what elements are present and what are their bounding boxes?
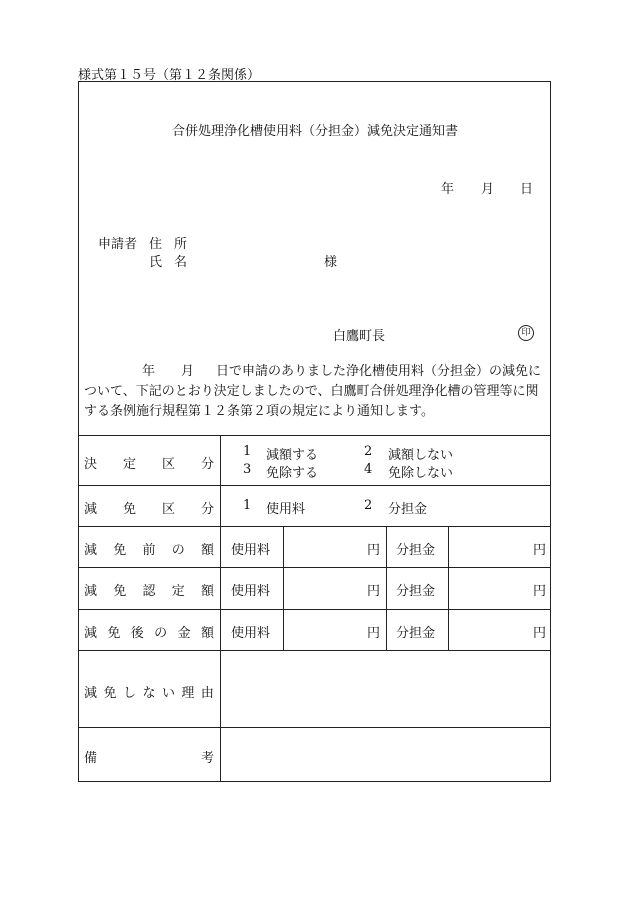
- address-label: 住 所: [149, 237, 187, 252]
- share-label: 分担金: [396, 543, 436, 558]
- amount-column-divider: [283, 526, 284, 650]
- decision-option-num: 4: [364, 462, 373, 477]
- fee-label: 使用料: [231, 543, 271, 558]
- category-option-num: 2: [364, 498, 373, 513]
- decision-option-text: 減額する: [266, 448, 319, 463]
- issuer-name: 白鷹町長: [333, 329, 386, 344]
- yen-unit: 円: [533, 543, 547, 558]
- row-divider: [78, 485, 551, 486]
- date-year: 年: [441, 182, 455, 197]
- decision-option-text: 減額しない: [388, 448, 454, 463]
- row-divider: [78, 526, 551, 527]
- decision-option-num: 2: [364, 444, 373, 459]
- yen-unit: 円: [367, 626, 381, 641]
- amount-column-divider: [386, 526, 387, 650]
- category-option-text: 使用料: [266, 502, 306, 517]
- category-label: 減 免 区 分: [84, 502, 214, 517]
- category-option-num: 1: [243, 498, 252, 513]
- yen-unit: 円: [367, 543, 381, 558]
- reason-label: 減 免 し な い 理 由: [84, 686, 214, 701]
- share-label: 分担金: [396, 626, 436, 641]
- row-divider: [78, 650, 551, 651]
- approved-label: 減 免 認 定 額: [84, 584, 214, 599]
- decision-label: 決 定 区 分: [84, 457, 214, 472]
- label-column-divider: [220, 435, 221, 782]
- applicant-label: 申請者: [98, 237, 138, 252]
- share-label: 分担金: [396, 584, 436, 599]
- date-month: 月: [481, 182, 495, 197]
- row-divider: [78, 609, 551, 610]
- notice-body: 年 月 日で申請のありました浄化槽使用料（分担金）の減免について、下記のとおり決定しましたので、白鷹町合併処理浄化槽の管理等に関する条例施行規程第１２条第２項の規定により通知します。: [84, 364, 542, 419]
- name-label: 氏 名: [149, 255, 187, 270]
- form-number: 様式第１５号（第１２条関係）: [78, 68, 261, 83]
- row-divider: [78, 567, 551, 568]
- before-label: 減 免 前 の 額: [84, 543, 214, 558]
- decision-option-num: 3: [243, 462, 252, 477]
- yen-unit: 円: [367, 584, 381, 599]
- row-divider: [78, 727, 551, 728]
- decision-option-text: 免除しない: [388, 466, 454, 481]
- fee-label: 使用料: [231, 626, 271, 641]
- decision-option-text: 免除する: [266, 466, 319, 481]
- after-label: 減 免 後 の 金 額: [84, 626, 214, 641]
- amount-column-divider: [448, 526, 449, 650]
- honorific: 様: [324, 255, 338, 270]
- decision-option-num: 1: [243, 444, 252, 459]
- date-day: 日: [520, 182, 534, 197]
- yen-unit: 円: [533, 626, 547, 641]
- yen-unit: 円: [533, 584, 547, 599]
- seal-mark: 印: [518, 325, 534, 341]
- form-title: 合併処理浄化槽使用料（分担金）減免決定通知書: [171, 124, 458, 139]
- remarks-label: 備 考: [84, 751, 214, 766]
- fee-label: 使用料: [231, 584, 271, 599]
- category-option-text: 分担金: [388, 502, 428, 517]
- table-top-border: [78, 435, 551, 436]
